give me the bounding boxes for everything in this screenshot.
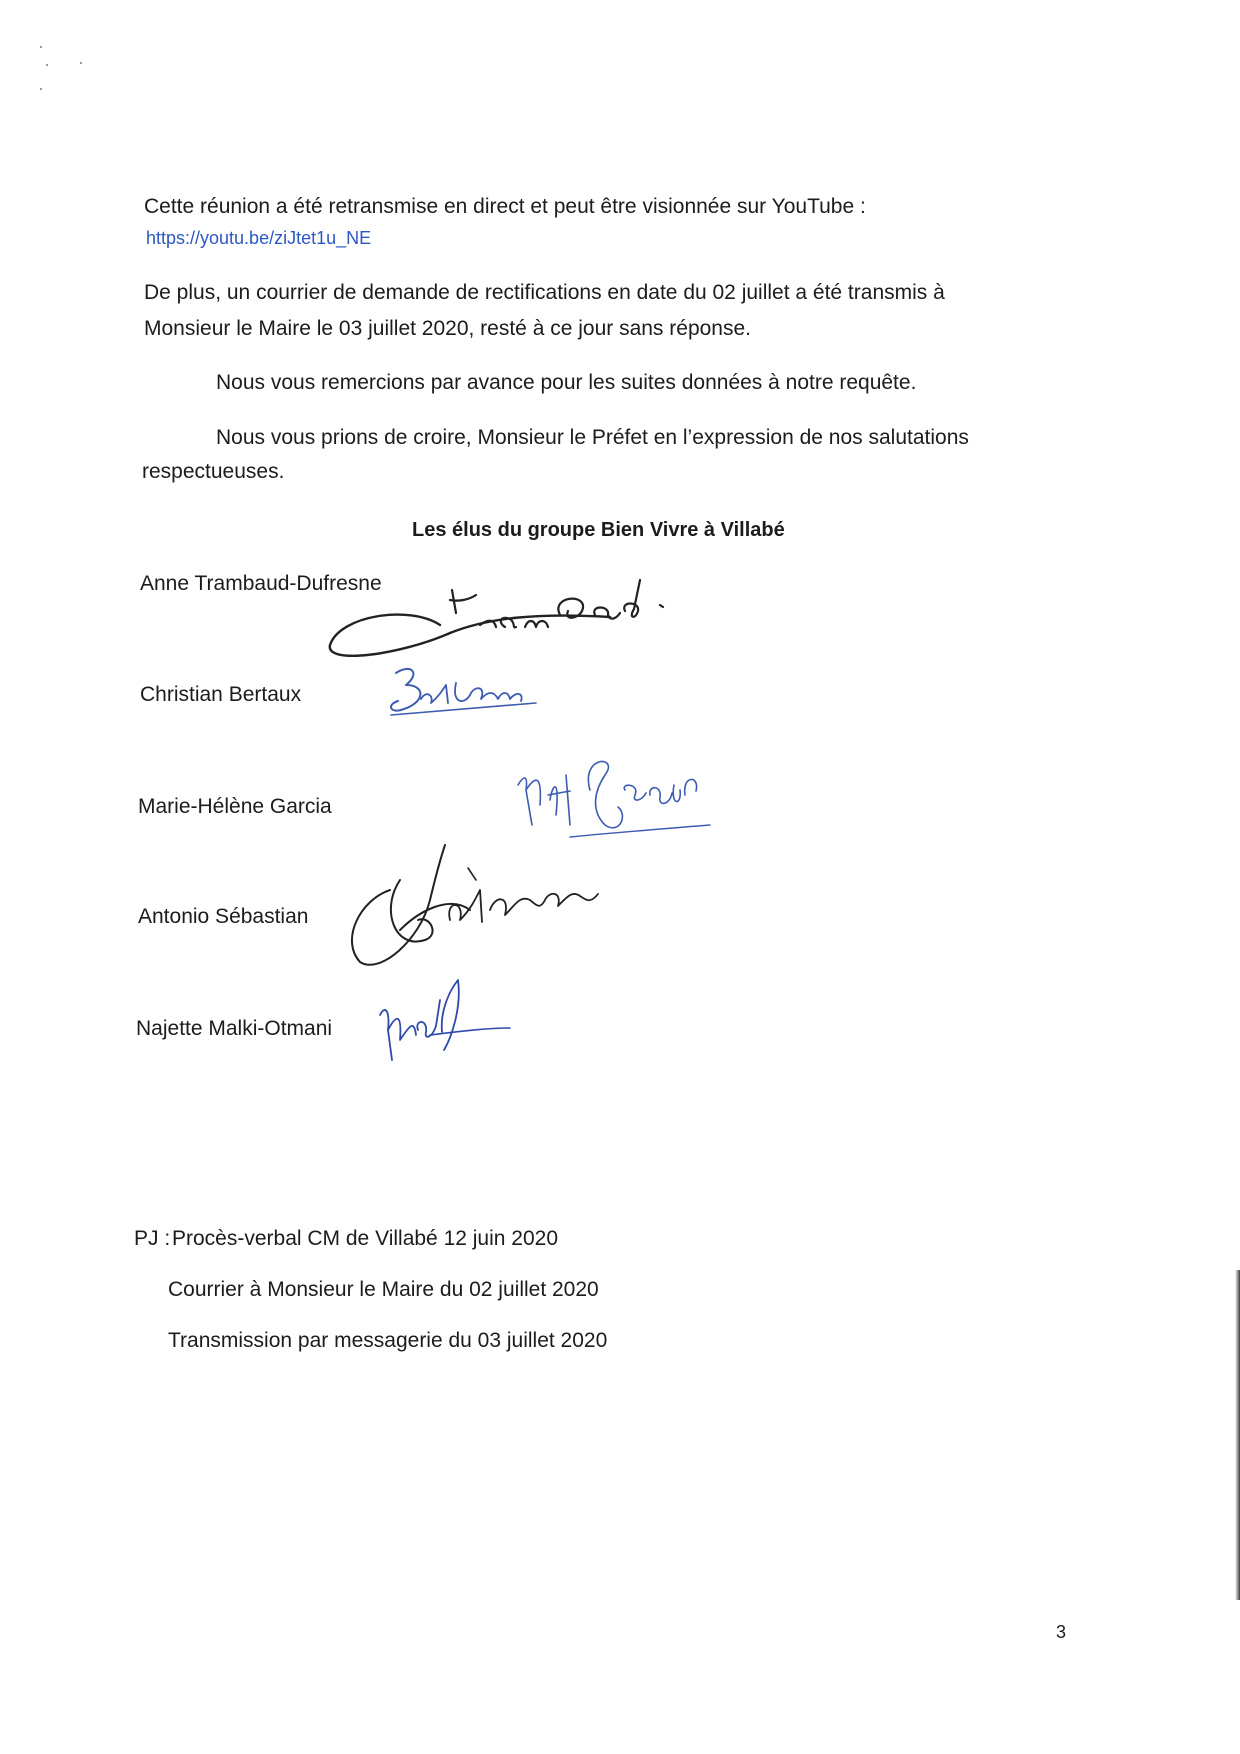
- signature-sebastian: [340, 840, 620, 980]
- attachment-item: Procès-verbal CM de Villabé 12 juin 2020: [172, 1227, 558, 1250]
- signatory-name: Anne Trambaud-Dufresne: [140, 572, 382, 595]
- youtube-link[interactable]: https://youtu.be/ziJtet1u_NE: [146, 228, 372, 248]
- closing-line-1: Nous vous prions de croire, Monsieur le Préfet en l’expression de nos salutations: [216, 426, 969, 449]
- page-number: 3: [1056, 1622, 1067, 1642]
- signature-malki: [370, 970, 520, 1080]
- attachments-label: PJ :: [134, 1227, 171, 1250]
- attachment-item: Courrier à Monsieur le Maire du 02 juillet 2020: [168, 1278, 599, 1301]
- signatory-name: Christian Bertaux: [140, 683, 302, 706]
- signatory-name: Antonio Sébastian: [138, 905, 309, 928]
- signatory-name: Najette Malki-Otmani: [136, 1017, 333, 1040]
- signature-bertaux: [376, 655, 546, 735]
- rectification-line-1: De plus, un courrier de demande de rectifications en date du 02 juillet a été transmis à: [144, 281, 945, 304]
- scan-speck: [40, 88, 42, 90]
- signature-garcia: [510, 745, 710, 855]
- intro-line: Cette réunion a été retransmise en direct et peut être visionnée sur YouTube :: [144, 195, 866, 218]
- attachment-item: Transmission par messagerie du 03 juillet 2020: [168, 1329, 608, 1352]
- rectification-line-2: Monsieur le Maire le 03 juillet 2020, resté à ce jour sans réponse.: [144, 317, 751, 340]
- signatory-name: Marie-Hélène Garcia: [138, 795, 332, 818]
- scan-speck: [46, 64, 48, 66]
- closing-line-2: respectueuses.: [142, 460, 285, 483]
- group-title: Les élus du groupe Bien Vivre à Villabé: [412, 519, 785, 541]
- scan-speck: [80, 62, 82, 64]
- scan-speck: [40, 46, 42, 48]
- thanks-paragraph: Nous vous remercions par avance pour les suites données à notre requête.: [216, 371, 917, 394]
- scan-edge-shadow: [1235, 1270, 1240, 1600]
